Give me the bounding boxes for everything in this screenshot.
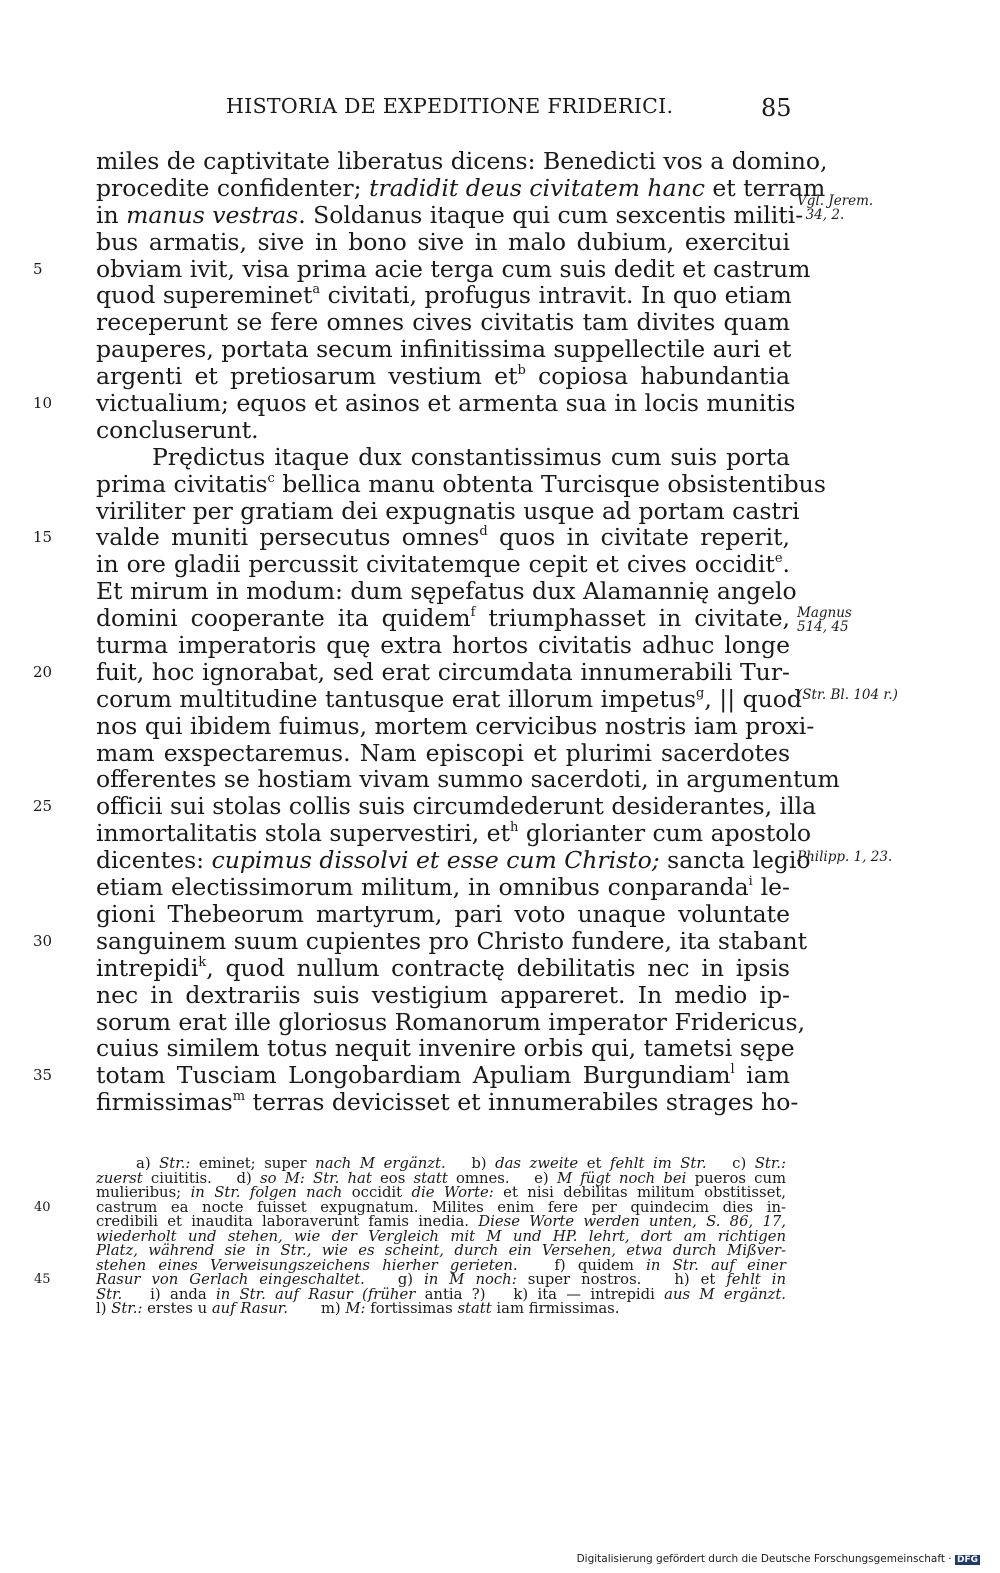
text-line: quod supereminet$^a$ civitati, profugus intravit. In quo etiam: [96, 281, 792, 310]
footnote-line: l) Str.: erstes u auf Rasur. m) M: fortissimas statt iam firmissimas.: [96, 1300, 620, 1317]
footnote-line-number: 40: [34, 1199, 51, 1215]
text-line: argenti et pretiosarum vestium $et^b$ copiosa habundantia: [96, 362, 790, 391]
line-number: 10: [33, 394, 53, 413]
text-line: miles de captivitate liberatus dicens: Benedicti vos a domino,: [96, 147, 828, 175]
footnote-line: castrum ea nocte fuisset expugnatum. Milites enim fere per quindecim dies in- 40: [34, 1198, 786, 1216]
page-number: 85: [761, 94, 792, 122]
digitization-credit: [577, 1553, 980, 1565]
text-line: turma imperatoris quę extra hortos civitatis adhuc longe: [96, 631, 790, 660]
line-number: 30: [33, 931, 53, 950]
text-line: prima civitatis$^c$ bellica manu obtenta Turcisque obsistentibus: [96, 469, 826, 498]
line-number: 25: [33, 797, 53, 816]
text-line: concluserunt.: [96, 415, 259, 444]
footnote-line: a) Str.: eminet; super nach M ergänzt. b) das zweite et fehlt im Str. c) Str.:: [136, 1155, 786, 1172]
footnote-line: zuerst ciuititis. d) so M: Str. hat eos statt omnes. e) M fügt noch bei pueros cum: [96, 1169, 787, 1187]
running-title: HISTORIA DE EXPEDITIONE FRIDERICI.: [226, 94, 674, 118]
text-line: bus armatis, sive in bono sive in malo dubium, exercitui: [96, 227, 790, 256]
text-line: domini cooperante ita quidem$^f$ triumphasset in civitate,: [96, 604, 791, 633]
footnote-line: mulieribus; in Str. folgen nach occidit die Worte: et nisi debilitas militum obstitisset,: [96, 1184, 787, 1201]
text-line: firmissimas$^m$ terras devicisset et innumerabiles strages ho-: [96, 1088, 799, 1117]
dfg-logo: DFG: [956, 1555, 978, 1565]
text-line: receperunt se fere omnes cives civitatis tam divites quam: [96, 308, 790, 337]
text-line: mam exspectaremus. Nam episcopi et plurimi sacerdotes: [96, 738, 790, 767]
line-number: 20: [33, 662, 53, 681]
text-line: inmortalitatis stola supervestiri, $et^h$ glorianter cum apostolo: [96, 819, 812, 848]
text-line: cuius similem totus nequit invenire orbis qui, tametsi sępe: [96, 1034, 795, 1063]
text-line: valde muniti persecutus omnes$^d$ quos in civitate reperit, 15: [33, 523, 790, 552]
text-line: obviam ivit, visa prima acie terga cum suis dedit et castrum 5: [33, 254, 811, 283]
text-line: officii sui stolas collis suis circumdederunt desiderantes, illa 25: [33, 792, 817, 821]
margin-note-philippians: Philipp. 1, 23.: [797, 849, 893, 865]
line-number: 15: [33, 528, 53, 547]
footnote-line-number: 45: [34, 1272, 51, 1287]
footnote-line: Str. i) anda in Str. auf Rasur (früher antia ?) k) ita — intrepidi aus M ergänzt.: [96, 1285, 786, 1303]
line-number: 5: [33, 259, 43, 278]
text-line: Et mirum in modum: dum sępefatus dux Alamannię angelo: [96, 577, 797, 606]
text-line: sorum erat ille gloriosus Romanorum imperator Fridericus,: [96, 1007, 806, 1036]
text-line: etiam electissimorum militum, in omnibus conparanda$^i$ le-: [96, 873, 791, 902]
text-line: procedite confidenter; tradidit deus civitatem hanc et terram: [96, 173, 826, 202]
text-line: sanguinem suum cupientes pro Christo fundere, ita stabant 30: [33, 926, 808, 955]
footnote-line: credibili et inaudita laboraverunt famis inedia. Diese Worte werden unten, S. 86, 17,: [96, 1213, 786, 1230]
margin-note-magnus: Magnus 514, 45: [797, 605, 852, 635]
text-line: nec in dextrariis suis vestigium appareret. In medio ip-: [96, 980, 790, 1009]
text-line: Prędictus itaque dux constantissimus cum suis porta: [152, 442, 790, 471]
text-line: offerentes se hostiam vivam summo sacerdoti, in argumentum: [96, 765, 840, 794]
text-line: nos qui ibidem fuimus, mortem cervicibus nostris iam proxi-: [96, 711, 815, 740]
footnote-line: Platz, während sie in Str., wie es scheint, durch ein Versehen, etwa durch Mißver-: [96, 1242, 786, 1259]
footnote-line: Rasur von Gerlach eingeschaltet. g) in M noch: super nostros. h) et fehlt in 45: [34, 1271, 787, 1288]
footnote-line: wiederholt und stehen, wie der Vergleich mit M und HP. lehrt, dort am richtigen: [96, 1227, 786, 1245]
credit-text: Digitalisierung gefördert durch die Deutsche Forschungsgemeinschaft ·: [576, 1553, 952, 1565]
text-line: intrepidi$^k$, quod nullum contractę debilitatis nec in ipsis: [96, 953, 790, 982]
margin-note-folio: (Str. Bl. 104 r.): [797, 687, 898, 703]
margin-note-jeremiah: Vgl. Jerem. 34, 2.: [797, 193, 874, 223]
text-line: gioni Thebeorum martyrum, pari voto unaque voluntate: [96, 899, 790, 928]
text-line: in ore gladii percussit civitatemque cepit et cives occidit$^e$.: [96, 550, 790, 579]
text-line: in manus vestras. Soldanus itaque qui cum sexcentis militi-: [96, 200, 804, 229]
text-line: corum multitudine tantusque erat illorum impetus$^g$, || quod: [96, 684, 802, 713]
text-line: viriliter per gratiam dei expugnatis usque ad portam castri: [96, 496, 800, 525]
footnotes: [34, 1155, 787, 1317]
text-line: totam Tusciam Longobardiam Apuliam Burgundiam$^l$ iam 35: [33, 1061, 790, 1090]
text-line: fuit, hoc ignorabat, sed erat circumdata innumerabili Tur- 20: [33, 657, 790, 686]
footnote-line: stehen eines Verweisungszeichens hierher gerieten. f) quidem in Str. auf einer: [96, 1256, 786, 1274]
line-number: 35: [33, 1066, 53, 1085]
text-line: pauperes, portata secum infinitissima suppellectile auri et: [96, 335, 792, 364]
text-line: dicentes: cupimus dissolvi et esse cum Christo; sancta legio: [96, 846, 811, 875]
text-line: victualium; equos et asinos et armenta sua in locis munitis 10: [33, 389, 796, 418]
